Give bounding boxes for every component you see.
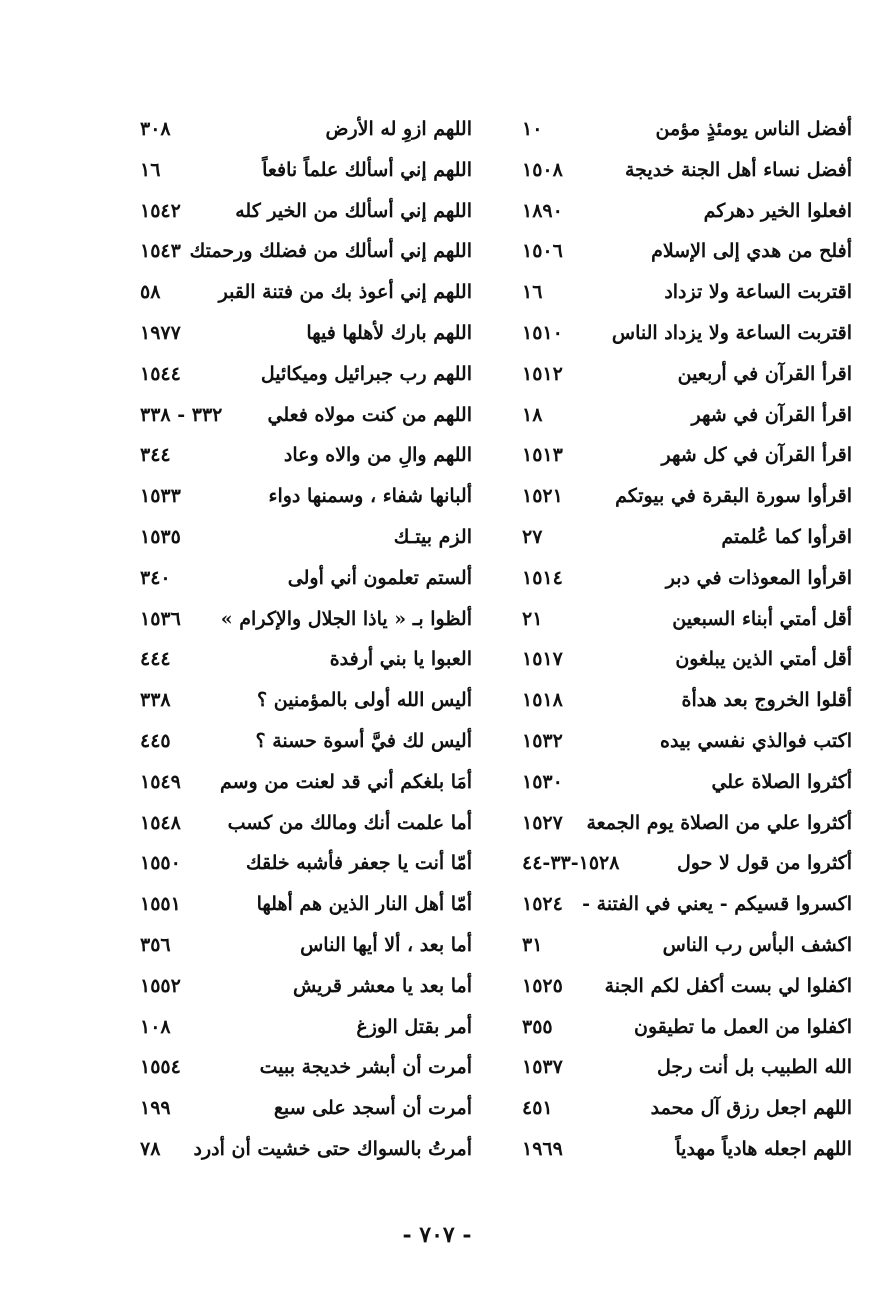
index-entry [522,1010,852,1051]
entry-text: اكتب فوالذي نفسي بيده [659,729,852,752]
index-entry [522,1091,852,1132]
index-entry [140,1132,472,1173]
index-entry [522,765,852,806]
index-entry [140,969,472,1010]
entry-text: اقرأ القرآن في أربعين [677,362,852,385]
entry-number: ٣٣٢ - ٣٣٨ [140,403,223,426]
entry-number: ١٦ [140,158,161,181]
entry-number: ١٠٨ [140,1015,171,1038]
index-entry [140,602,472,643]
index-entry [140,357,472,398]
entry-text: أمر بقتل الوزغ [356,1015,472,1038]
index-column-left [140,112,472,1173]
entry-text: الزم بيتـك [393,525,472,548]
index-entry [522,112,852,153]
entry-text: أمَا بلغكم أني قد لعنت من وسم [219,770,472,793]
entry-number: ١٥١٧ [522,648,563,671]
entry-text: اللهم ازوِ له الأرض [325,118,472,140]
entry-number: ١٥٢٥ [522,974,563,997]
entry-text: أقل أمتي أبناء السبعين [672,607,852,630]
index-entry [522,561,852,602]
entry-number: ٣٣٨ [140,689,171,712]
entry-text: اقرأوا المعوذات في دبر [665,566,852,589]
index-entry [522,602,852,643]
index-entry [522,479,852,520]
entry-text: اكفلوا لي بست أكفل لكم الجنة [604,974,852,997]
entry-number: ٣٤٠ [140,566,171,589]
entry-number: ١٥٢٧ [522,811,563,834]
entry-number: ١٦ [522,281,543,304]
entry-text: اللهم بارك لأهلها فيها [306,321,472,344]
entry-text: اقرأ القرآن في كل شهر [661,444,852,467]
entry-number: ١٥٠٨ [522,158,563,181]
entry-number: ١٥٤٢ [140,199,181,222]
index-column-right [522,112,852,1173]
entry-text: أفضل الناس يومئذٍ مؤمن [655,118,852,140]
index-entry [140,438,472,479]
entry-text: اللهم إني أسألك علماً نافعاً [262,158,472,181]
entry-number: ٢٧ [522,525,543,548]
entry-number: ١٩٩ [140,1097,171,1120]
entry-number: ١٥٤٩ [140,770,181,793]
entry-number: ١٥١٣ [522,444,563,467]
entry-number: ١٥٥١ [140,893,181,916]
entry-text: اقرأوا كما عُلمتم [721,525,852,548]
index-entry [140,683,472,724]
index-entry [522,806,852,847]
index-entry [522,642,852,683]
index-entry [522,887,852,928]
entry-number: ١٥٢٨-٣٣-٤٤ [522,852,620,875]
entry-text: أمّا أهل النار الذين هم أهلها [256,893,472,916]
index-entry [522,520,852,561]
index-entry [522,398,852,439]
index-entry [522,724,852,765]
entry-number: ٣٥٦ [140,933,171,956]
entry-text: اقرأ القرآن في شهر [691,403,852,426]
index-entry [140,724,472,765]
index-entry [140,1050,472,1091]
entry-text: اللهم من كنت مولاه فعلي [267,403,472,426]
entry-text: أمرتُ بالسواك حتى خشيت أن أدرد [193,1137,472,1160]
entry-number: ١٥١٨ [522,689,563,712]
entry-number: ٢١ [522,607,543,630]
entry-number: ١٥١٠ [522,321,563,344]
entry-text: أليس الله أولى بالمؤمنين ؟ [257,689,472,712]
entry-number: ٤٤٥ [140,729,171,752]
entry-text: أكثروا من قول لا حول [677,852,852,875]
entry-text: أمّا أنت يا جعفر فأشبه خلقك [246,852,472,875]
entry-number: ١٩٦٩ [522,1137,563,1160]
index-entry [522,969,852,1010]
index-entry [140,642,472,683]
entry-number: ١٥٣٢ [522,729,563,752]
entry-text: العبوا يا بني أرفدة [329,648,472,671]
entry-text: اكفلوا من العمل ما تطيقون [634,1015,852,1038]
entry-number: ١٥٥٠ [140,852,181,875]
entry-text: اكسروا قسيكم - يعني في الفتنة - [582,893,852,916]
index-entry [522,438,852,479]
entry-number: ٣٥٥ [522,1015,553,1038]
index-entry [140,561,472,602]
entry-text: ألستم تعلمون أني أولى [287,566,472,589]
entry-text: اللهم رب جبرائيل وميكائيل [260,362,472,385]
index-entry [522,275,852,316]
entry-number: ١٥٣٥ [140,525,181,548]
index-entry [140,479,472,520]
index-entry [522,1050,852,1091]
entry-text: اكشف البأس رب الناس [662,933,852,956]
entry-text: أكثروا علي من الصلاة يوم الجمعة [586,811,852,834]
index-entry [140,765,472,806]
entry-number: ١٥٥٤ [140,1056,181,1079]
index-entry [522,234,852,275]
entry-number: ١٩٧٧ [140,321,181,344]
index-entry [522,153,852,194]
index-entry [522,928,852,969]
entry-text: اقتربت الساعة ولا تزداد [664,281,852,304]
entry-number: ٣١ [522,933,543,956]
entry-text: أقل أمتي الذين يبلغون [675,648,852,671]
entry-text: أليس لك فيَّ أسوة حسنة ؟ [255,729,472,752]
entry-number: ١٥٣٣ [140,485,181,508]
entry-number: ١٠ [522,118,543,140]
entry-number: ٧٨ [140,1137,161,1160]
entry-text: أقلوا الخروج بعد هدأة [681,689,852,712]
entry-text: أما علمت أنك ومالك من كسب [227,811,472,834]
entry-number: ١٥٠٦ [522,240,563,263]
index-entry [140,1010,472,1051]
entry-number: ١٥٢٤ [522,893,563,916]
index-entry [140,520,472,561]
entry-number: ١٥٢١ [522,485,563,508]
entry-text: اللهم اجعله هادياً مهدياً [675,1137,852,1160]
entry-text: أفضل نساء أهل الجنة خديجة [624,158,852,181]
index-entry [140,153,472,194]
entry-text: اقرأوا سورة البقرة في بيوتكم [615,485,852,508]
index-entry [140,316,472,357]
entry-text: الله الطبيب بل أنت رجل [657,1056,852,1079]
entry-number: ١٥١٤ [522,566,563,589]
entry-text: اللهم إني أعوذ بك من فتنة القبر [218,281,472,304]
entry-number: ٤٤٤ [140,648,171,671]
entry-text: ألبانها شفاء ، وسمنها دواء [268,485,472,508]
entry-number: ١٨ [522,403,543,426]
entry-text: افعلوا الخير دهركم [703,199,852,222]
index-entry [522,194,852,235]
entry-number: ١٥٤٣ [140,240,181,263]
entry-number: ١٥٣٠ [522,770,563,793]
index-entry [522,683,852,724]
entry-number: ٤٥١ [522,1097,553,1120]
entry-number: ١٥١٢ [522,362,563,385]
entry-text: اللهم إني أسألك من فضلك ورحمتك [189,240,472,263]
index-entry [140,194,472,235]
entry-text: أكثروا الصلاة علي [711,770,852,793]
index-entry [140,846,472,887]
index-entry [140,234,472,275]
entry-text: أمرت أن أسجد على سبع [273,1097,472,1120]
index-entry [522,357,852,398]
index-entry [140,275,472,316]
entry-text: اقتربت الساعة ولا يزداد الناس [611,321,852,344]
index-entry [140,806,472,847]
entry-number: ١٥٥٢ [140,974,181,997]
entry-text: اللهم إني أسألك من الخير كله [235,199,472,222]
entry-number: ١٥٣٧ [522,1056,563,1079]
entry-number: ١٨٩٠ [522,199,563,222]
index-entry [522,316,852,357]
entry-text: اللهم والِ من والاه وعاد [283,444,472,467]
index-entry [522,846,852,887]
entry-number: ١٥٤٤ [140,362,181,385]
entry-text: أفلح من هدي إلى الإسلام [651,240,852,263]
entry-number: ٣٠٨ [140,118,171,140]
entry-number: ١٥٤٨ [140,811,181,834]
entry-text: ألظوا بـ « ياذا الجلال والإكرام » [220,607,472,630]
entry-number: ٣٤٤ [140,444,171,467]
entry-text: أمرت أن أبشر خديجة ببيت [259,1056,472,1079]
index-entry [140,1091,472,1132]
index-entry [140,112,472,153]
index-entry [140,398,472,439]
entry-text: اللهم اجعل رزق آل محمد [650,1097,852,1120]
entry-text: أما بعد يا معشر قريش [292,974,472,997]
entry-number: ١٥٣٦ [140,607,181,630]
entry-number: ٥٨ [140,281,161,304]
index-entry [140,887,472,928]
page-number: - ٧٠٧ - [402,1222,472,1248]
index-entry [140,928,472,969]
index-entry [522,1132,852,1173]
entry-text: أما بعد ، ألا أيها الناس [300,933,472,956]
